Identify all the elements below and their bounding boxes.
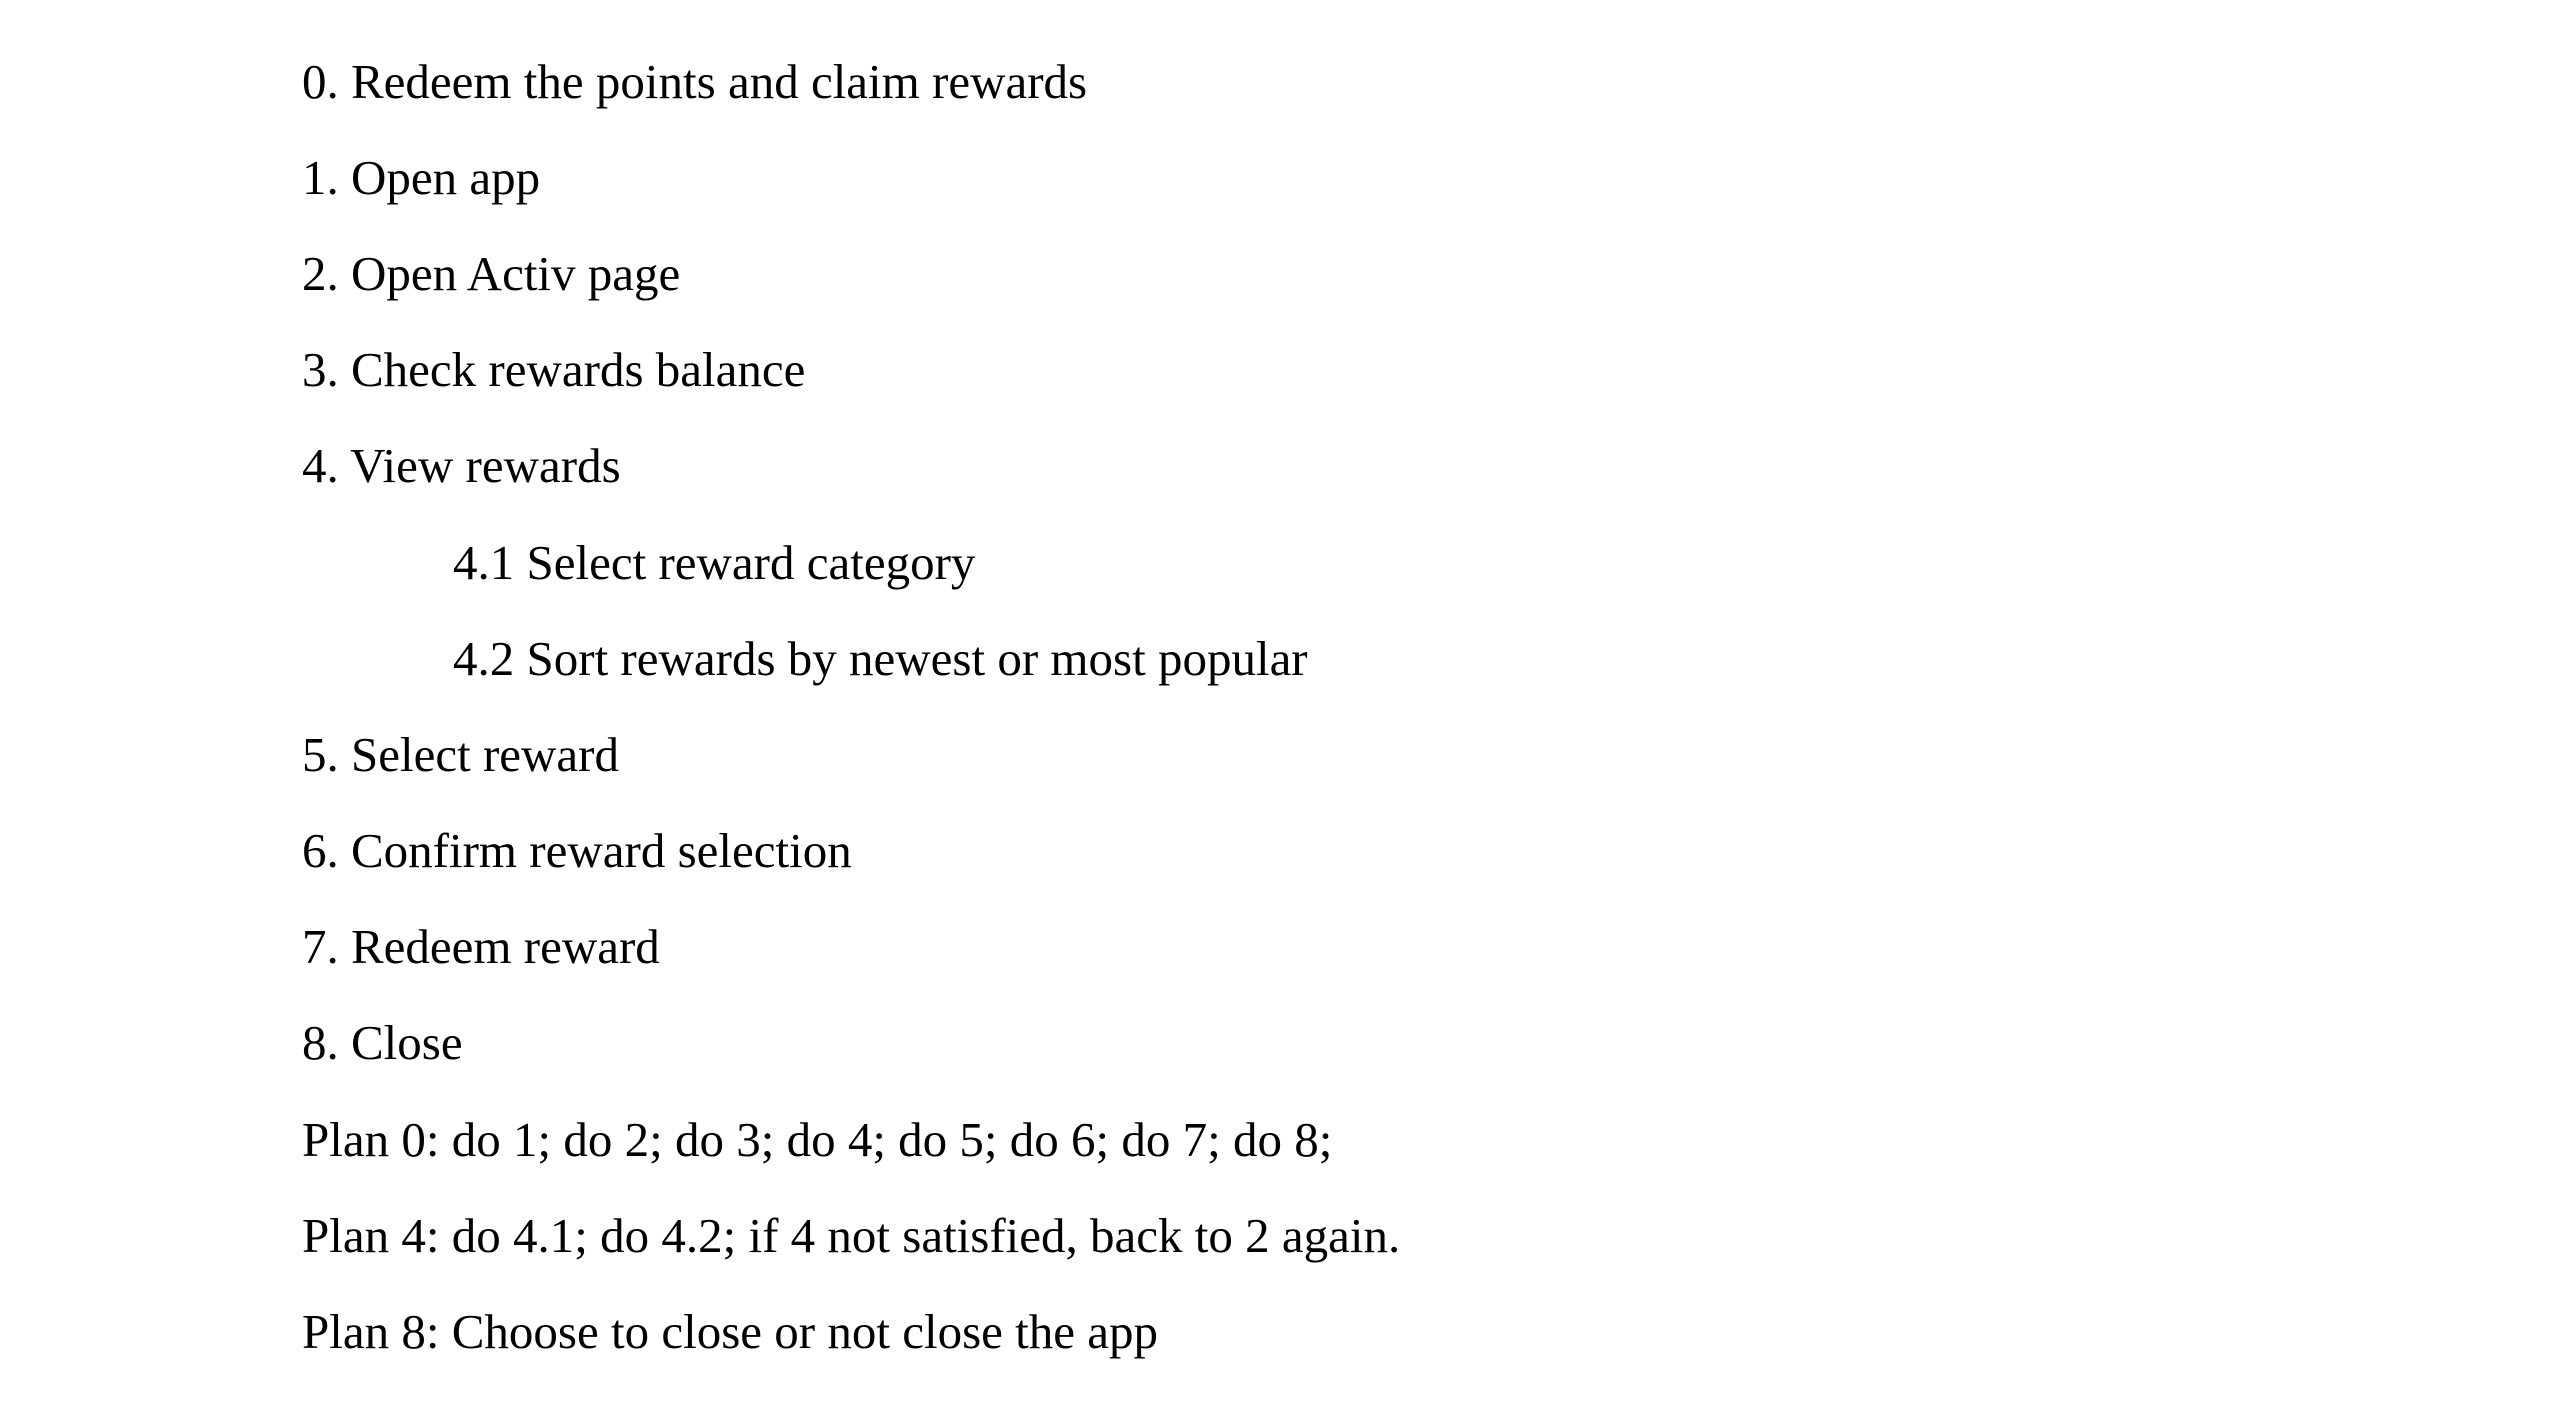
step-4-1: 4.1 Select reward category [453, 535, 976, 590]
step-7: 7. Redeem reward [302, 919, 660, 974]
plan-0: Plan 0: do 1; do 2; do 3; do 4; do 5; do 6; do 7; do 8; [302, 1112, 1333, 1167]
step-4: 4. View rewards [302, 438, 621, 493]
step-5: 5. Select reward [302, 727, 619, 782]
step-3: 3. Check rewards balance [302, 342, 806, 397]
step-4-2: 4.2 Sort rewards by newest or most popular [453, 631, 1308, 686]
step-1: 1. Open app [302, 150, 541, 205]
step-6: 6. Confirm reward selection [302, 823, 852, 878]
step-8: 8. Close [302, 1015, 463, 1070]
step-0-goal: 0. Redeem the points and claim rewards [302, 54, 1088, 109]
plan-8: Plan 8: Choose to close or not close the app [302, 1304, 1158, 1359]
step-2: 2. Open Activ page [302, 246, 681, 301]
plan-4: Plan 4: do 4.1; do 4.2; if 4 not satisfied, back to 2 again. [302, 1208, 1401, 1263]
